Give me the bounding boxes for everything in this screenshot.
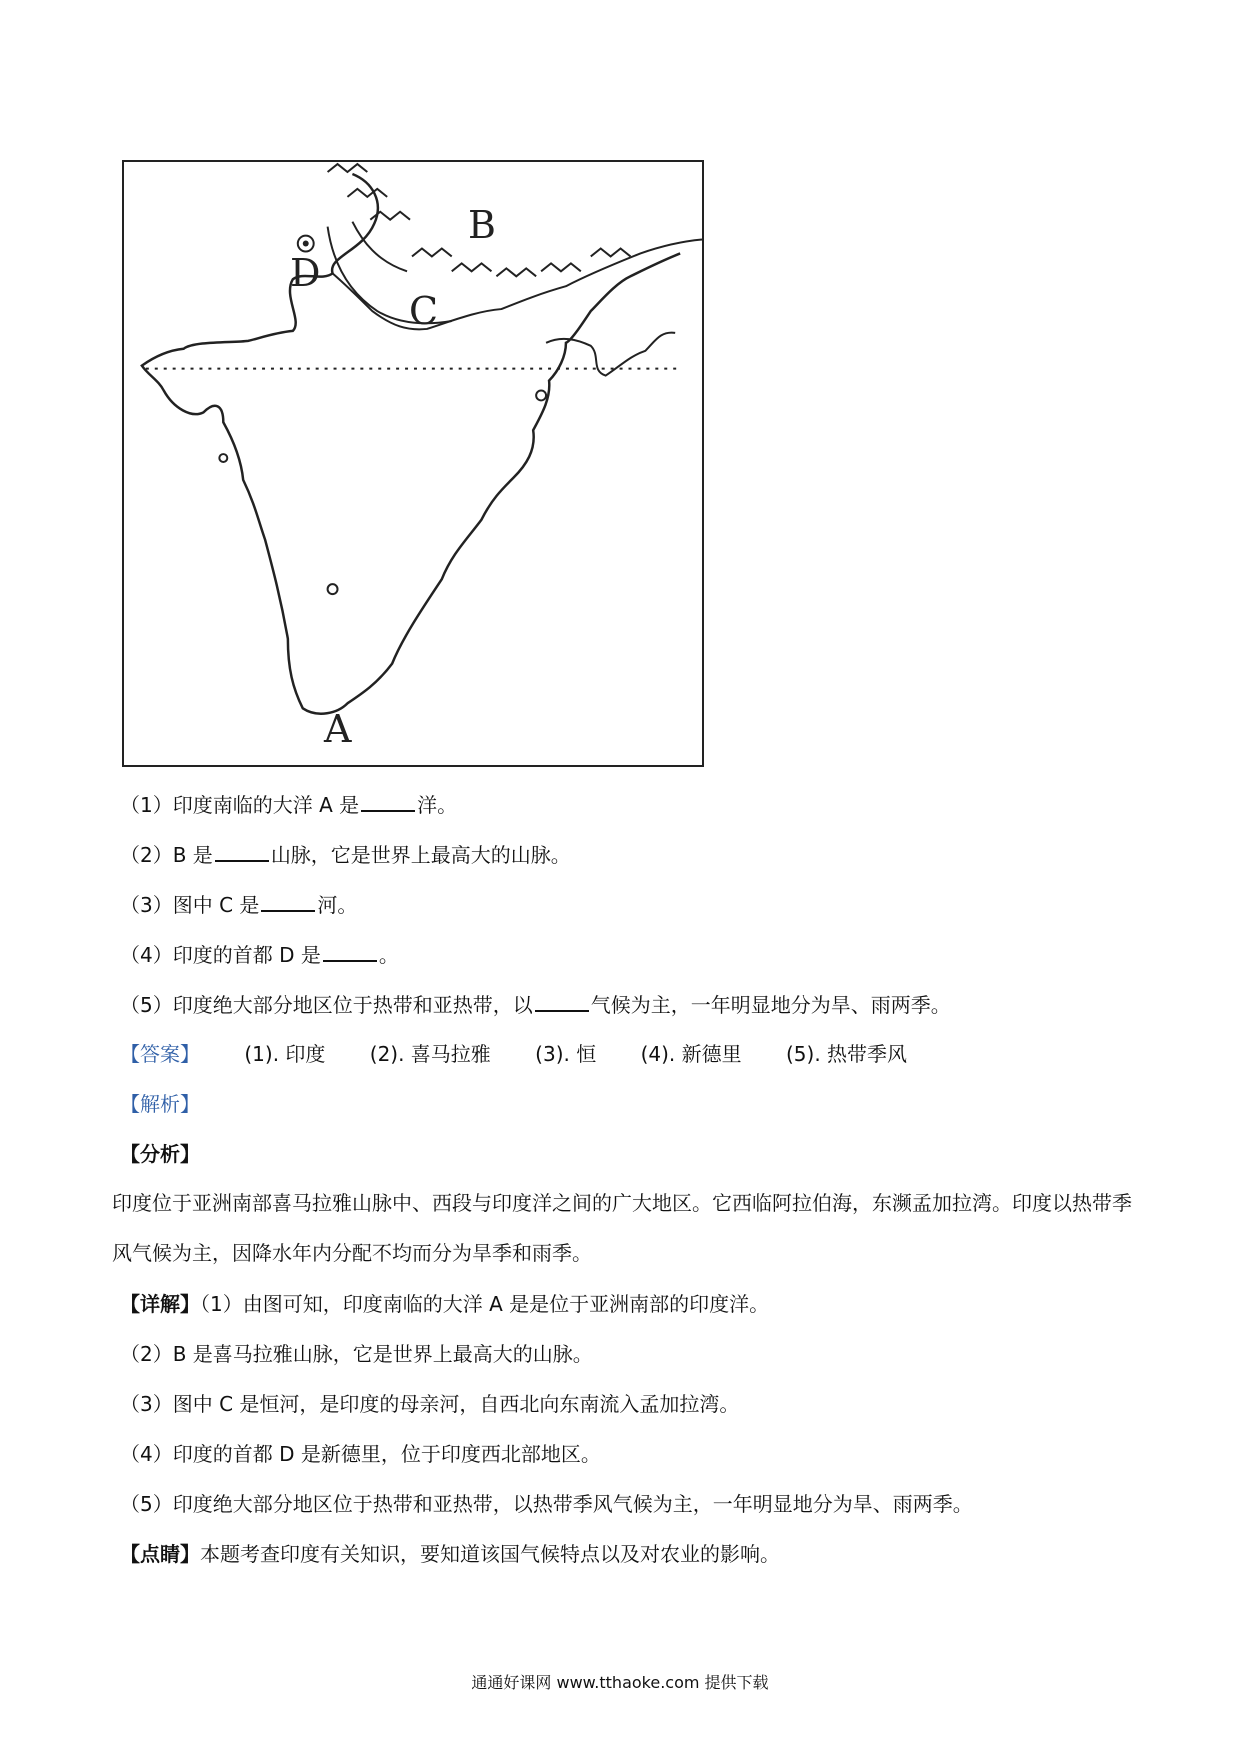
answer-blank (535, 990, 589, 1012)
city-marker (219, 454, 227, 462)
dianjing-line: 【点睛】本题考查印度有关知识，要知道该国气候特点以及对农业的影响。 (120, 1542, 780, 1566)
question-1: （1）印度南临的大洋 A 是 洋。 (120, 790, 457, 819)
detail-line-5: （5）印度绝大部分地区位于热带和亚热带，以热带季风气候为主，一年明显地分为旱、雨两季。 (120, 1492, 973, 1516)
answer-label: 【答案】 (120, 1042, 200, 1066)
answer-blank (361, 790, 415, 812)
detail-label: 【详解】 (120, 1292, 200, 1316)
map-label-d: D (290, 251, 321, 295)
map-label-b: B (468, 203, 496, 247)
answer-line (120, 1040, 907, 1068)
question-3: （3）图中 C 是 河。 (120, 890, 357, 919)
detail-line-3: （3）图中 C 是恒河，是印度的母亲河，自西北向东南流入孟加拉湾。 (120, 1392, 740, 1416)
answer-item-4: (4). 新德里 (640, 1042, 742, 1066)
answer-blank (323, 940, 377, 962)
question-2: （2）B 是 山脉，它是世界上最高大的山脉。 (120, 840, 571, 869)
question-5: （5）印度绝大部分地区位于热带和亚热带，以 气候为主，一年明显地分为旱、雨两季。 (120, 990, 951, 1019)
question-4: （4）印度的首都 D 是 。 (120, 940, 399, 969)
answer-item-5: (5). 热带季风 (785, 1042, 908, 1066)
answer-blank (261, 890, 315, 912)
map-label-a: A (324, 707, 352, 751)
map-label-c: C (409, 289, 439, 333)
fenxi-text: 印度位于亚洲南部喜马拉雅山脉中、西段与印度洋之间的广大地区。它西临阿拉伯海，东濒孟加拉湾。印度以热带季风气候为主，因降水年内分配不均而分为旱季和雨季。 (112, 1191, 1132, 1265)
detail-line-1: 【详解】（1）由图可知，印度南临的大洋 A 是是位于亚洲南部的印度洋。 (120, 1292, 770, 1316)
fenxi-label: 【分析】 (120, 1142, 200, 1166)
answer-blank (215, 840, 269, 862)
dianjing-label: 【点睛】 (120, 1542, 200, 1566)
city-marker (536, 391, 546, 401)
city-marker (328, 584, 338, 594)
india-outline (142, 174, 680, 714)
answer-item-2: (2). 喜马拉雅 (369, 1042, 491, 1066)
india-map (122, 160, 704, 767)
answer-item-1: (1). 印度 (244, 1042, 326, 1066)
answer-item-3: (3). 恒 (535, 1042, 597, 1066)
ganges-tributary (352, 222, 407, 272)
india-map-drawing (124, 162, 702, 765)
detail-line-4: （4）印度的首都 D 是新德里，位于印度西北部地区。 (120, 1442, 601, 1466)
analysis-label: 【解析】 (120, 1092, 200, 1116)
page-footer: 通通好课网 www.tthaoke.com 提供下载 (471, 1673, 769, 1692)
detail-line-2: （2）B 是喜马拉雅山脉，它是世界上最高大的山脉。 (120, 1342, 593, 1366)
